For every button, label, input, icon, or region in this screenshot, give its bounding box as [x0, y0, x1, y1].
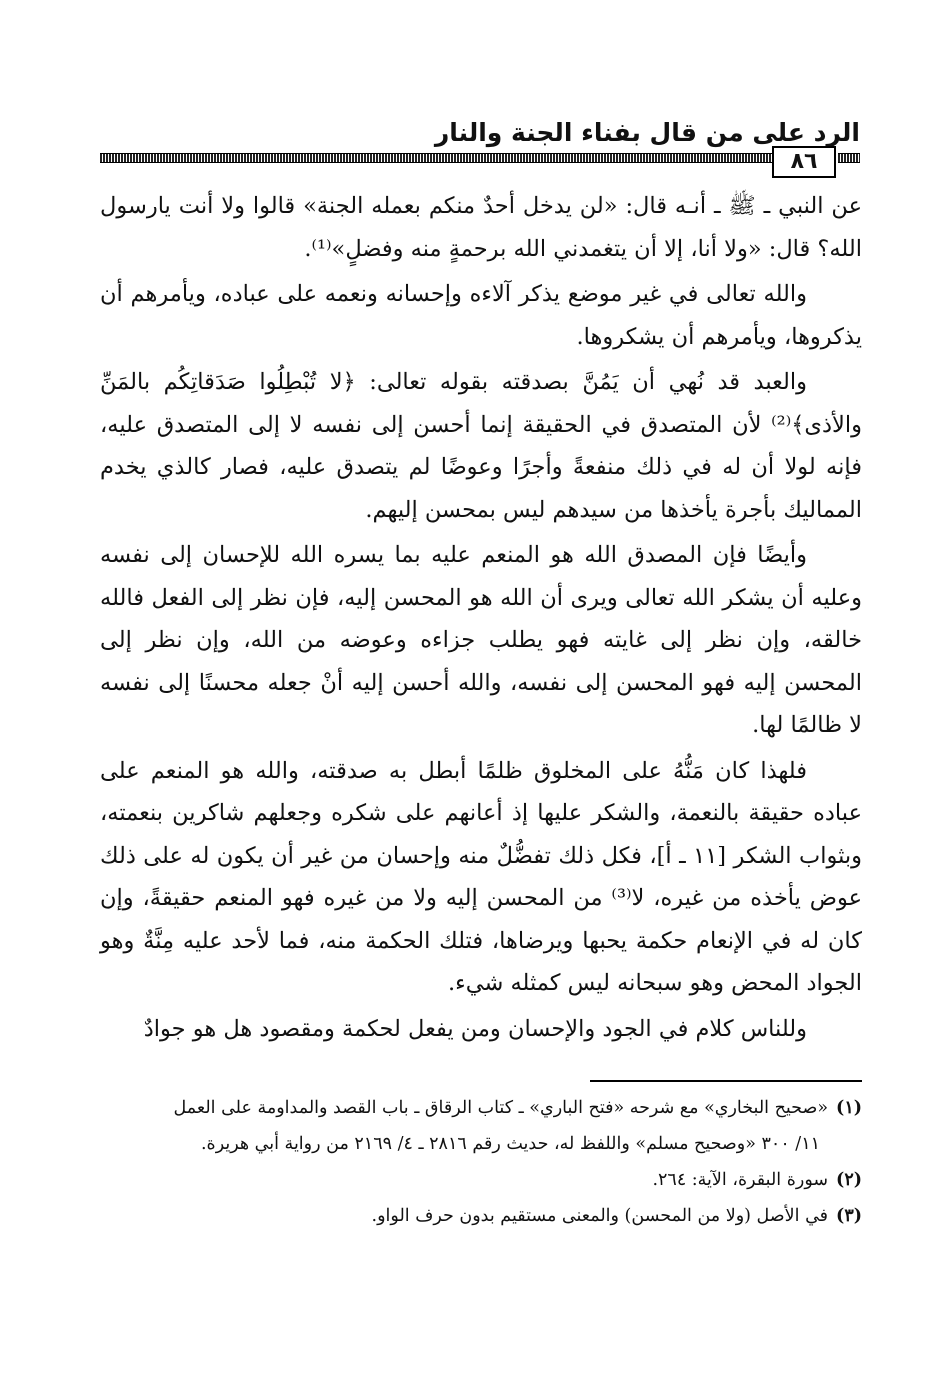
running-title: الرد على من قال بفناء الجنة والنار: [434, 118, 860, 147]
footnote-number: (٢): [836, 1170, 862, 1190]
footnote-text: في الأصل (ولا من المحسن) والمعنى مستقيم بدون حرف الواو.: [371, 1206, 829, 1226]
main-text: [100, 185, 862, 1053]
footnote-number: (٣): [836, 1206, 862, 1226]
footnote-number: (١): [836, 1098, 862, 1118]
footnote-text: «صحيح البخاري» مع شرحه «فتح الباري» ـ كتاب الرقاق ـ باب القصد والمداومة على العمل: [173, 1098, 829, 1118]
running-header: [100, 118, 860, 178]
paragraph: وللناس كلام في الجود والإحسان ومن يفعل لحكمة ومقصود هل هو جوادٌ: [143, 1015, 807, 1042]
footnote-continuation: ١١/ ٣٠٠ «وصحيح مسلم» واللفظ له، حديث رقم ٢٨١٦ ـ ٤/ ٢١٦٩ من رواية أبي هريرة.: [200, 1134, 820, 1154]
paragraph: والعبد قد نُهي أن يَمُنَّ بصدقته بقوله تعالى: ﴿لا تُبْطِلُوا صَدَقاتِكُم بالمَنِّ والأذى﴾⁽²⁾ لأن المتصدق في الحقيقة إنما أحسن إلى نفسه لا إلى المتصدق عليه، فإنه لولا أن له في ذلك منفعةً وأجرًا وعوضًا لم يتصدق عليه، فصار كالذي يخدم المماليك بأجرة يأخذها من سيدهم ليس بمحسن إليهم.: [100, 369, 862, 523]
header-rule: [100, 153, 772, 163]
paragraph: فلهذا كان مَنُّهُ على المخلوق ظلمًا أبطل به صدقته، والله هو المنعم على عباده حقيقة بالنعمة، والشكر عليها إذ أعانهم على شكره وجعلهم شاكرين بنعمته، وبثواب الشكر [١١ ـ أ]، فكل ذلك تفضُّلٌ منه وإحسان من غير أن يكون له على ذلك عوض يأخذه من غيره، لا⁽³⁾ من المحسن إليه ولا من غيره فهو المنعم حقيقةً، وإن كان له في الإنعام حكمة يحبها ويرضاها، فتلك الحكمة منه، فما لأحد عليه مِنَّةٌ وهو الجواد المحض وهو سبحانه ليس كمثله شيء.: [100, 757, 862, 996]
footnotes: [100, 1090, 862, 1234]
footnote-separator: [590, 1080, 862, 1082]
paragraph: عن النبي ـ ﷺ ـ أنـه قال: «لن يدخل أحدٌ منكم بعمله الجنة» قالوا ولا أنت يارسول الله؟ قال: «ولا أنا، إلا أن يتغمدني الله برحمةٍ منه وفضلٍ»⁽¹⁾.: [100, 193, 862, 262]
page-number: ٨٦: [772, 146, 836, 178]
footnote: [100, 1090, 862, 1126]
footnote-text: سورة البقرة، الآية: ٢٦٤.: [652, 1170, 829, 1190]
footnote: [100, 1162, 862, 1198]
paragraph: والله تعالى في غير موضع يذكر آلاءه وإحسانه ونعمه على عباده، ويأمرهم أن يذكروها، ويأمرهم أن يشكروها.: [100, 281, 862, 350]
header-rule-right: [838, 153, 860, 163]
footnote: [100, 1198, 862, 1234]
paragraph: وأيضًا فإن المصدق الله هو المنعم عليه بما يسره الله للإحسان إلى نفسه وعليه أن يشكر الله تعالى ويرى أن الله هو المحسن إليه، فإن نظر إلى الفعل فالله خالقه، وإن نظر إلى غايته فهو يطلب جزاءه وعوضه من الله، وإن نظر إلى المحسن إليه فهو المحسن إلى نفسه، والله أحسن إليه أنْ جعله محسنًا إلى نفسه لا ظالمًا لها.: [100, 542, 862, 738]
